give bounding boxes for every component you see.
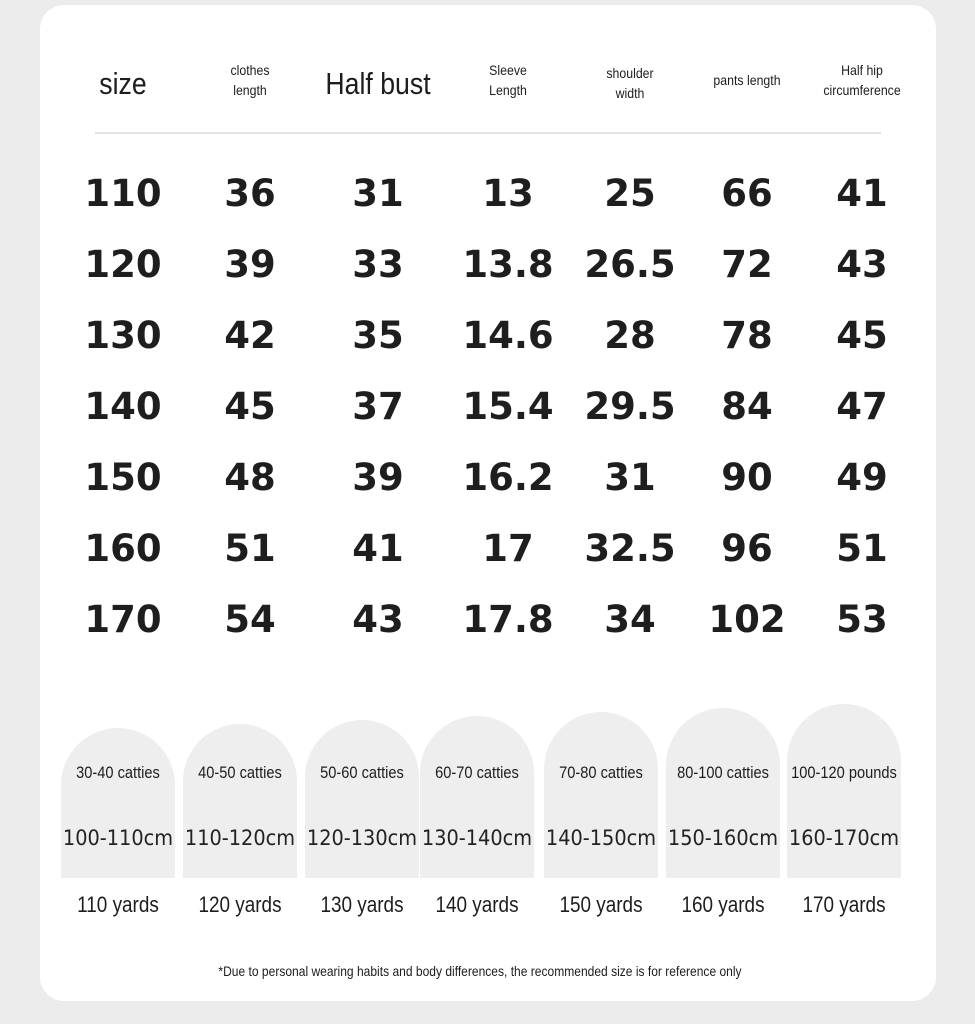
recommendation-arch [305, 720, 419, 878]
recommended-size: 160 yards [681, 892, 765, 917]
cell-half-hip-circumference: 51 [836, 527, 888, 570]
cell-pants-length: 72 [721, 243, 773, 286]
height-range: 150-160cm [667, 826, 779, 850]
cell-clothes-length: 42 [224, 314, 276, 357]
cell-half-bust: 33 [352, 243, 404, 286]
height-range: 110-120cm [184, 826, 296, 850]
cell-half-bust: 31 [352, 172, 404, 215]
cell-sleeve-length: 16.2 [462, 456, 554, 499]
recommended-size: 120 yards [198, 892, 282, 917]
cell-clothes-length: 39 [224, 243, 276, 286]
cell-half-bust: 39 [352, 456, 404, 499]
header-size: size [99, 66, 147, 101]
cell-size: 130 [84, 314, 162, 357]
height-range: 160-170cm [788, 826, 900, 850]
weight-range: 50-60 catties [320, 763, 404, 782]
cell-size: 150 [84, 456, 162, 499]
cell-size: 120 [84, 243, 162, 286]
height-range: 130-140cm [421, 826, 533, 850]
cell-sleeve-length: 14.6 [462, 314, 554, 357]
weight-range: 40-50 catties [198, 763, 282, 782]
cell-half-bust: 41 [352, 527, 404, 570]
cell-pants-length: 96 [721, 527, 773, 570]
footnote: *Due to personal wearing habits and body differences, the recommended size is for reference only [218, 963, 742, 979]
header-shoulder-width: shoulder width [606, 65, 654, 101]
cell-shoulder-width: 29.5 [584, 385, 676, 428]
height-range: 120-130cm [306, 826, 418, 850]
cell-clothes-length: 51 [224, 527, 276, 570]
cell-shoulder-width: 31 [604, 456, 656, 499]
recommendation-arch [61, 728, 175, 878]
cell-half-hip-circumference: 49 [836, 456, 888, 499]
height-range: 100-110cm [62, 826, 174, 850]
recommended-size: 140 yards [435, 892, 519, 917]
cell-sleeve-length: 17 [482, 527, 534, 570]
cell-sleeve-length: 17.8 [462, 598, 554, 641]
cell-clothes-length: 36 [224, 172, 276, 215]
cell-half-bust: 43 [352, 598, 404, 641]
weight-range: 60-70 catties [435, 763, 519, 782]
recommended-size: 150 yards [559, 892, 643, 917]
cell-half-hip-circumference: 45 [836, 314, 888, 357]
cell-pants-length: 78 [721, 314, 773, 357]
cell-shoulder-width: 26.5 [584, 243, 676, 286]
cell-half-bust: 37 [352, 385, 404, 428]
cell-pants-length: 102 [708, 598, 786, 641]
header-clothes-length: clothes length [230, 62, 270, 98]
cell-size: 110 [84, 172, 162, 215]
cell-clothes-length: 45 [224, 385, 276, 428]
cell-size: 170 [84, 598, 162, 641]
recommendation-arch [787, 704, 901, 878]
recommended-size: 170 yards [802, 892, 886, 917]
header-pants-length: pants length [713, 72, 781, 88]
cell-shoulder-width: 34 [604, 598, 656, 641]
cell-sleeve-length: 15.4 [462, 385, 554, 428]
cell-half-hip-circumference: 47 [836, 385, 888, 428]
recommendation-arch [183, 724, 297, 878]
cell-pants-length: 66 [721, 172, 773, 215]
cell-size: 140 [84, 385, 162, 428]
cell-half-hip-circumference: 53 [836, 598, 888, 641]
cell-clothes-length: 54 [224, 598, 276, 641]
weight-range: 70-80 catties [559, 763, 643, 782]
cell-shoulder-width: 32.5 [584, 527, 676, 570]
weight-range: 30-40 catties [76, 763, 160, 782]
cell-half-hip-circumference: 41 [836, 172, 888, 215]
cell-size: 160 [84, 527, 162, 570]
cell-shoulder-width: 25 [604, 172, 656, 215]
recommendation-arch [666, 708, 780, 878]
weight-range: 80-100 catties [677, 763, 769, 782]
cell-pants-length: 90 [721, 456, 773, 499]
cell-shoulder-width: 28 [604, 314, 656, 357]
recommendation-arch [420, 716, 534, 878]
recommended-size: 130 yards [320, 892, 404, 917]
cell-pants-length: 84 [721, 385, 773, 428]
header-divider [95, 132, 881, 134]
header-sleeve-length: Sleeve Length [489, 62, 527, 98]
weight-range: 100-120 pounds [791, 763, 897, 782]
recommendation-arch [544, 712, 658, 878]
cell-clothes-length: 48 [224, 456, 276, 499]
cell-half-hip-circumference: 43 [836, 243, 888, 286]
header-half-hip-circumference: Half hip circumference [823, 62, 901, 98]
cell-half-bust: 35 [352, 314, 404, 357]
header-half-bust: Half bust [325, 66, 431, 101]
height-range: 140-150cm [545, 826, 657, 850]
cell-sleeve-length: 13.8 [462, 243, 554, 286]
recommended-size: 110 yards [77, 892, 159, 917]
cell-sleeve-length: 13 [482, 172, 534, 215]
